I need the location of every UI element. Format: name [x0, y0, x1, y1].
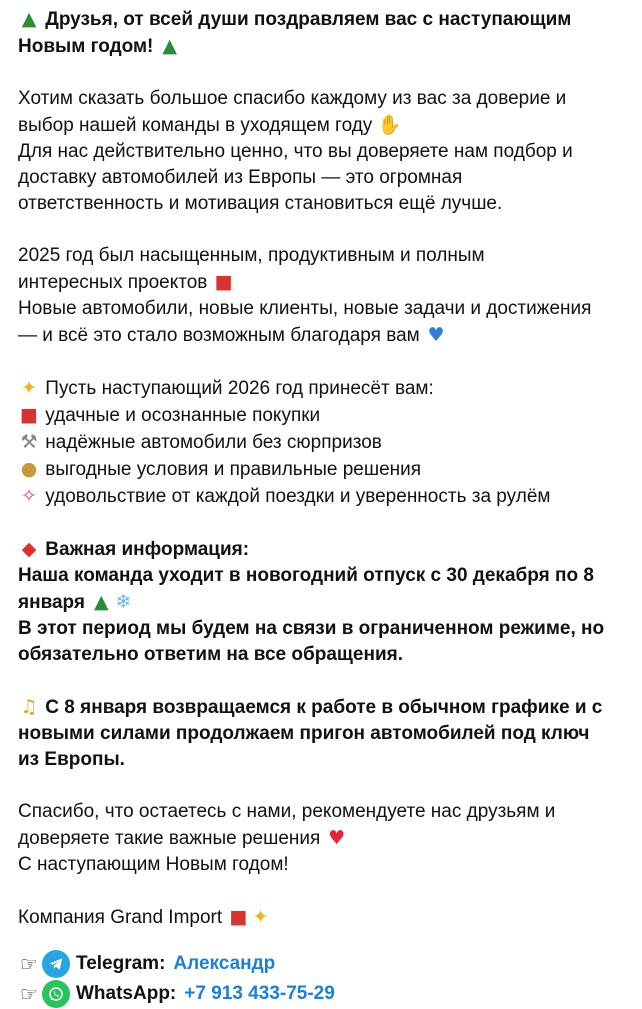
christmas-tree-icon: ▲	[21, 8, 37, 30]
telegram-label: Telegram:	[76, 953, 166, 974]
pointing-hand-icon: ☞	[20, 952, 38, 976]
message-body	[18, 6, 634, 1009]
sparkles-icon: ✦	[252, 906, 269, 928]
list-item: ⚒ надёжные автомобили без сюрпризов	[18, 429, 634, 456]
car-icon: ■	[20, 404, 38, 426]
return-line-1: ♫ С 8 января возвращаемся к работе в обычном графике и с	[18, 694, 634, 721]
red-heart-icon: ♥	[328, 827, 346, 849]
spacer	[18, 878, 634, 904]
year-line-2: интересных проектов ■	[18, 269, 634, 296]
greeting-paragraph	[18, 6, 634, 60]
whatsapp-icon[interactable]	[42, 980, 70, 1008]
wrench-icon: ⚒	[20, 431, 38, 453]
new-line-2: — и всё это стало возможным благодаря вам ♥	[18, 322, 634, 349]
important-title: ◆ Важная информация:	[18, 536, 634, 563]
important-paragraph: ◆ Важная информация: Наша команда уходит в новогодний отпуск с 30 декабря по 8 января ▲ ❄ В этот период мы будем на связи в ограниченном режиме, но обязательно ответим на все обращения.	[18, 536, 634, 668]
spacer	[18, 349, 634, 375]
list-item: ✧ удовольствие от каждой поездки и уверенность за рулём	[18, 483, 634, 510]
year-paragraph: 2025 год был насыщенным, продуктивным и полным интересных проектов ■ Новые автомобили, новые клиенты, новые задачи и достижения — и всё это стало возможным благодаря вам ♥	[18, 243, 634, 349]
wishes-paragraph	[18, 375, 634, 510]
sparkles-icon: ✦	[21, 377, 37, 399]
spacer	[18, 668, 634, 694]
whatsapp-link[interactable]: +7 913 433-75-29	[184, 983, 335, 1004]
spacer	[18, 510, 634, 536]
snowflake-icon: ❄	[115, 591, 132, 613]
pointing-hand-icon: ☞	[20, 982, 38, 1006]
spacer	[18, 773, 634, 799]
signature-line: Компания Grand Import ■ ✦	[18, 904, 634, 931]
telegram-contact	[18, 949, 634, 979]
return-paragraph: ♫ С 8 января возвращаемся к работе в обычном графике и с новыми силами продолжаем пригон автомобилей под ключ из Европы.	[18, 694, 634, 773]
telegram-link[interactable]: Александр	[173, 953, 276, 974]
list-item: ■ удачные и осознанные покупки	[18, 402, 634, 429]
bell-icon: ♫	[20, 696, 38, 718]
greeting-line-2: Новым годом! ▲	[18, 33, 634, 60]
wishes-intro: ✦ Пусть наступающий 2026 год принесёт вам:	[18, 375, 634, 402]
thanks-paragraph: Хотим сказать большое спасибо каждому из вас за доверие и выбор нашей команды в уходящем году ✋ Для нас действительно ценно, что вы доверяете нам подбор и доставку автомобилей из Европы — это огромная ответственность и мотивация становиться ещё лучше.	[18, 86, 634, 217]
christmas-tree-icon: ▲	[162, 35, 177, 57]
whatsapp-label: WhatsApp:	[76, 983, 177, 1004]
christmas-tree-icon: ▲	[93, 591, 109, 613]
handshake-icon: ✋	[377, 114, 402, 136]
signature	[18, 904, 634, 931]
spacer	[18, 60, 634, 86]
pushpin-icon: ◆	[21, 538, 37, 560]
blue-heart-icon: ♥	[427, 324, 445, 346]
closing-line-2: доверяете такие важные решения ♥	[18, 825, 634, 852]
spacer	[18, 217, 634, 243]
spacer	[18, 931, 634, 949]
vacation-line-2: января ▲ ❄	[18, 589, 634, 616]
car-icon: ■	[214, 271, 233, 293]
party-popper-icon: ✧	[21, 485, 37, 507]
money-bag-icon: ●	[20, 458, 38, 480]
closing-paragraph: Спасибо, что остаетесь с нами, рекомендуете нас друзьям и доверяете такие важные решения ♥ С наступающим Новым годом!	[18, 799, 634, 878]
list-item: ● выгодные условия и правильные решения	[18, 456, 634, 483]
greeting-line-1: ▲ Друзья, от всей души поздравляем вас с наступающим	[18, 6, 634, 33]
telegram-icon[interactable]	[42, 950, 70, 978]
car-icon: ■	[229, 906, 248, 928]
thanks-line-2: выбор нашей команды в уходящем году ✋	[18, 114, 402, 136]
whatsapp-contact	[18, 979, 634, 1009]
